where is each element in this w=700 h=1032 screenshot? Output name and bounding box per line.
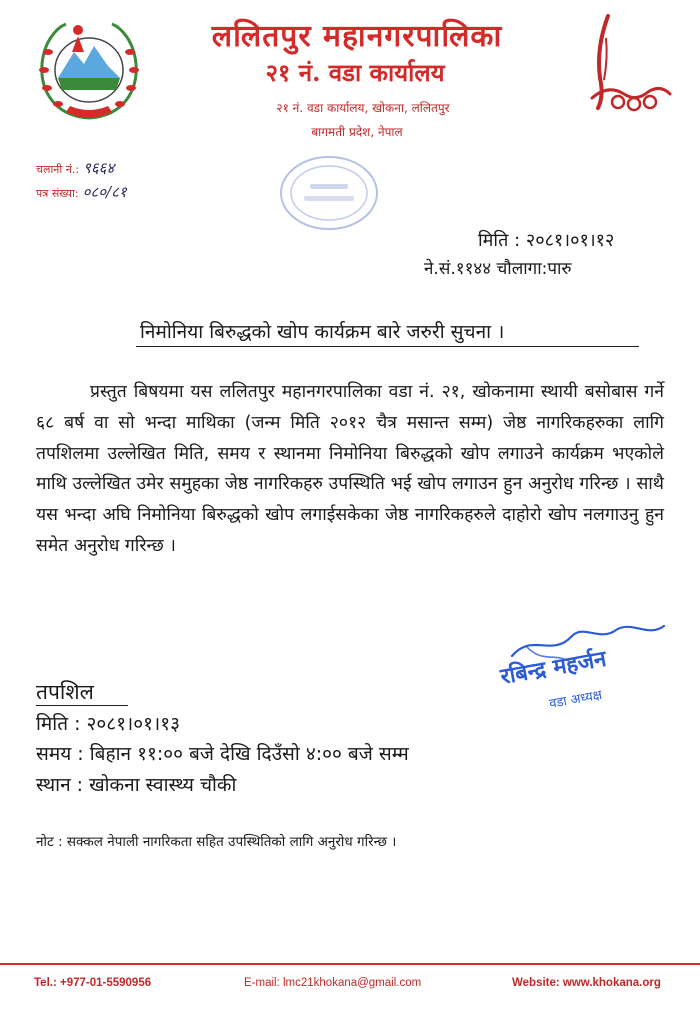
- office-stamp-icon: [274, 150, 384, 236]
- address-line-2: बागमती प्रदेश, नेपाल: [311, 125, 403, 139]
- notice-note: नोट : सक्कल नेपाली नागरिकता सहित उपस्थितिको लागि अनुरोध गरिन्छ ।: [36, 834, 397, 850]
- notice-subject: निमोनिया बिरुद्धको खोप कार्यक्रम बारे जरुरी सुचना ।: [140, 321, 505, 343]
- nepal-sambat-date: ने.सं.११४४ चौलागा:पारु: [424, 259, 572, 279]
- signature-name: रबिन्द्र महर्जन: [498, 646, 609, 690]
- address-line-1: २१ नं. वडा कार्यालय, खोकना, ललितपुर: [276, 101, 450, 115]
- footer-telephone: Tel.: +977-01-5590956: [34, 977, 152, 989]
- schedule-date: मिति : २०८१।०१।१३: [36, 713, 180, 735]
- letter-date: मिति : २०८१।०१।१२: [478, 230, 615, 251]
- signature-title: वडा अध्यक्ष: [548, 687, 604, 712]
- footer-divider: [0, 963, 700, 965]
- schedule-heading: तपशिल: [36, 680, 94, 704]
- emblem-of-nepal-icon: [34, 12, 144, 130]
- footer-email: E-mail: lmc21khokana@gmail.com: [244, 977, 422, 989]
- org-title: ललितपुर महानगरपालिका: [211, 19, 503, 54]
- schedule-place: स्थान : खोकना स्वास्थ्य चौकी: [36, 774, 237, 796]
- subject-underline: [136, 346, 639, 347]
- ward-chair-signature: [492, 612, 692, 712]
- schedule-time: समय : बिहान ११:०० बजे देखि दिउँसो ४:०० बजे सम्म: [36, 743, 409, 765]
- schedule-heading-underline: [36, 705, 128, 706]
- footer-website: Website: www.khokana.org: [512, 977, 661, 989]
- letter-number: पत्र संख्या: ०८०/८१: [36, 183, 127, 201]
- office-title: २१ नं. वडा कार्यालय: [265, 58, 445, 87]
- khokana-heritage-logo-icon: [578, 8, 674, 114]
- notice-body: प्रस्तुत बिषयमा यस ललितपुर महानगरपालिका वडा नं. २१, खोकनामा स्थायी बसोबास गर्ने ६८ बर्ष वा सो भन्दा माथिका (जन्म मिति २०१२ चैत्र मसान्त सम्म) जेष्ठ नागरिकहरुका लागि तपशिलमा उल्लेखित मिति, समय र स्थानमा निमोनिया बिरुद्धको खोप लगाउने कार्यक्रम भएकोले माथि उल्लेखित उमेर समुहका जेष्ठ नागरिकहरु उपस्थिति भई खोप लगाउन हुन अनुरोध गरिन्छ । साथै यस भन्दा अघि निमोनिया बिरुद्धको खोप लगाईसकेका जेष्ठ नागरिकहरुले दाहोरो खोप नलगाउनु हुन समेत अनुरोध गरिन्छ ।: [36, 382, 664, 556]
- dispatch-number: चलानी नं.: ९६६४: [36, 159, 115, 177]
